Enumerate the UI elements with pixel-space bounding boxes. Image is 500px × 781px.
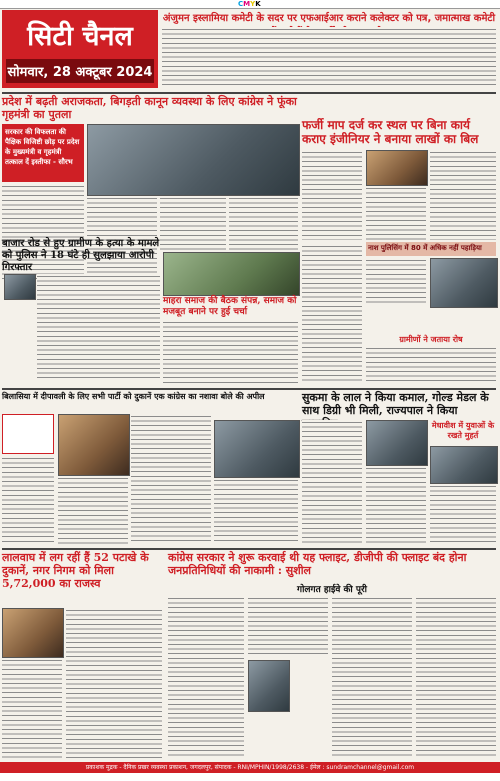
- main-article-col4: [229, 196, 298, 250]
- masthead-title: सिटी चैनल: [27, 21, 133, 52]
- band-article-col1: [2, 456, 54, 544]
- divider: [2, 92, 496, 94]
- right-article-photo: [366, 150, 428, 186]
- main-article-col3: [160, 196, 226, 250]
- bottom-headline-left: लालवाघ में लग रहीं हैं 52 पटाखे के दुकानें, नगर निगम को मिला 5,72,000 का राजस्व: [2, 551, 149, 590]
- footer-imprint: प्रकाशक मुद्रक - दैनिक प्रखर व्यवस्था प्रकाशन, जगदलपुर, संपादक - RNI/MPHIN/1998/2638 - ईमेल : sundramchannel@gmail.com: [0, 762, 500, 773]
- page-top-strip: [0, 0, 500, 9]
- divider: [2, 548, 496, 550]
- bottom-right-text-col4: [416, 596, 496, 758]
- side-box-photo: [430, 446, 498, 484]
- left-small-box: [2, 414, 54, 454]
- bottom-left-text-col1: [2, 658, 62, 758]
- bottom-right-text-col1: [168, 596, 244, 758]
- band-article-right-col2: [366, 466, 426, 544]
- bottom-subheadline: गोलगत हाईवे की पूरी: [297, 585, 367, 595]
- band-headline-right: सुकमा के लाल ने किया कमाल, गोल्ड मेडल के साथ डिग्री भी मिली, राज्यपाल ने किया: [302, 391, 489, 417]
- bottom-headline-right: कांग्रेस सरकार ने शुरू करवाई थी यह फ्लाइट, डीजीपी की फ्लाइट बंद होना जनप्रतिनिधियों की नाकामी : सुशील: [168, 551, 467, 577]
- masthead: [2, 10, 158, 88]
- nalanda-box: नाश पुलिसिंग में 80 में अधिक नहीं पहाड़िया: [366, 242, 496, 256]
- firecracker-shop-photo: [2, 608, 64, 658]
- divider: [2, 388, 496, 390]
- protest-photo: [87, 124, 300, 196]
- sub-headline-murder-case: बाजार रोड से हुए ग्रामीण के हत्या के मामले को पुलिस ने 18 घंटे ही सुलझाया आरोपी गिरफ्तार: [2, 238, 160, 273]
- right-article-col3: [430, 150, 496, 240]
- band-article-right-col1: [302, 420, 362, 544]
- band-headline-left: बिलासिया में दीपावली के लिए सभी पार्टी को दुकानें एक कांग्रेस का नशावा बोले की अपील: [2, 391, 265, 401]
- shop-photo: [58, 414, 130, 476]
- band-article-col3: [131, 414, 211, 544]
- nalanda-text: [366, 258, 426, 306]
- masthead-date: सोमवार, 28 अक्टूबर 2024: [6, 59, 154, 83]
- speaker-photo: [248, 660, 290, 712]
- bottom-right-text-col3: [332, 596, 412, 758]
- bottom-right-text-col2: [248, 596, 328, 656]
- top-headline: अंजुमन इस्लामिया कमेटी के सदर पर एफआईआर कराने कलेक्टर को पत्र, जमात्माख कमेटी: [162, 13, 496, 24]
- right-article-col4: [302, 244, 362, 384]
- main-headline: प्रदेश में बढ़ती अराजकता, बिगड़ती कानून व्यवस्था के लिए कांग्रेस ने फूंका गृहमंत्री का पुतला: [2, 95, 297, 121]
- murder-case-text: [37, 274, 160, 382]
- samaj-meeting-text: [163, 320, 298, 384]
- right-article-col2: [366, 186, 426, 240]
- side-box-title: मेधावीश में युवाओं के रखते मुहर्त: [431, 420, 495, 440]
- right-article-col1: [302, 150, 362, 240]
- sub-headline-samaj-meeting: माहरा समाज की बैठक संपन्न, समाज को मजबूत बनाने पर हुई चर्चा: [163, 296, 297, 317]
- graduate-photo: [366, 420, 428, 466]
- cmyk-marks: CMYK: [238, 0, 261, 8]
- band-article-col2: [58, 476, 128, 544]
- awareness-text: [366, 346, 496, 384]
- page-bottom-strip: [0, 773, 500, 781]
- awareness-title: ग्रामीणों ने जताया रोष: [399, 334, 463, 344]
- ceremony-photo: [214, 420, 300, 478]
- left-quote-box: सरकार की विफलता की पैक्षिक विजिष्टी छोड़ पर प्रदेश के मुख्यमंत्री व गृहमंत्री तत्काल दें इस्तीफा - सौरभ: [2, 124, 84, 182]
- meeting-photo: [163, 252, 300, 296]
- top-article-text: [162, 27, 496, 87]
- nalanda-photo: [430, 258, 498, 308]
- side-box-text: [430, 484, 496, 544]
- bottom-left-text-col2: [66, 608, 162, 758]
- right-headline: फर्जी माप दर्ज कर स्थल पर बिना कार्य कराए इंजीनियर ने बनाया लाखों का बिल: [302, 118, 479, 146]
- band-article-col4: [214, 478, 298, 544]
- accused-photo: [4, 274, 36, 300]
